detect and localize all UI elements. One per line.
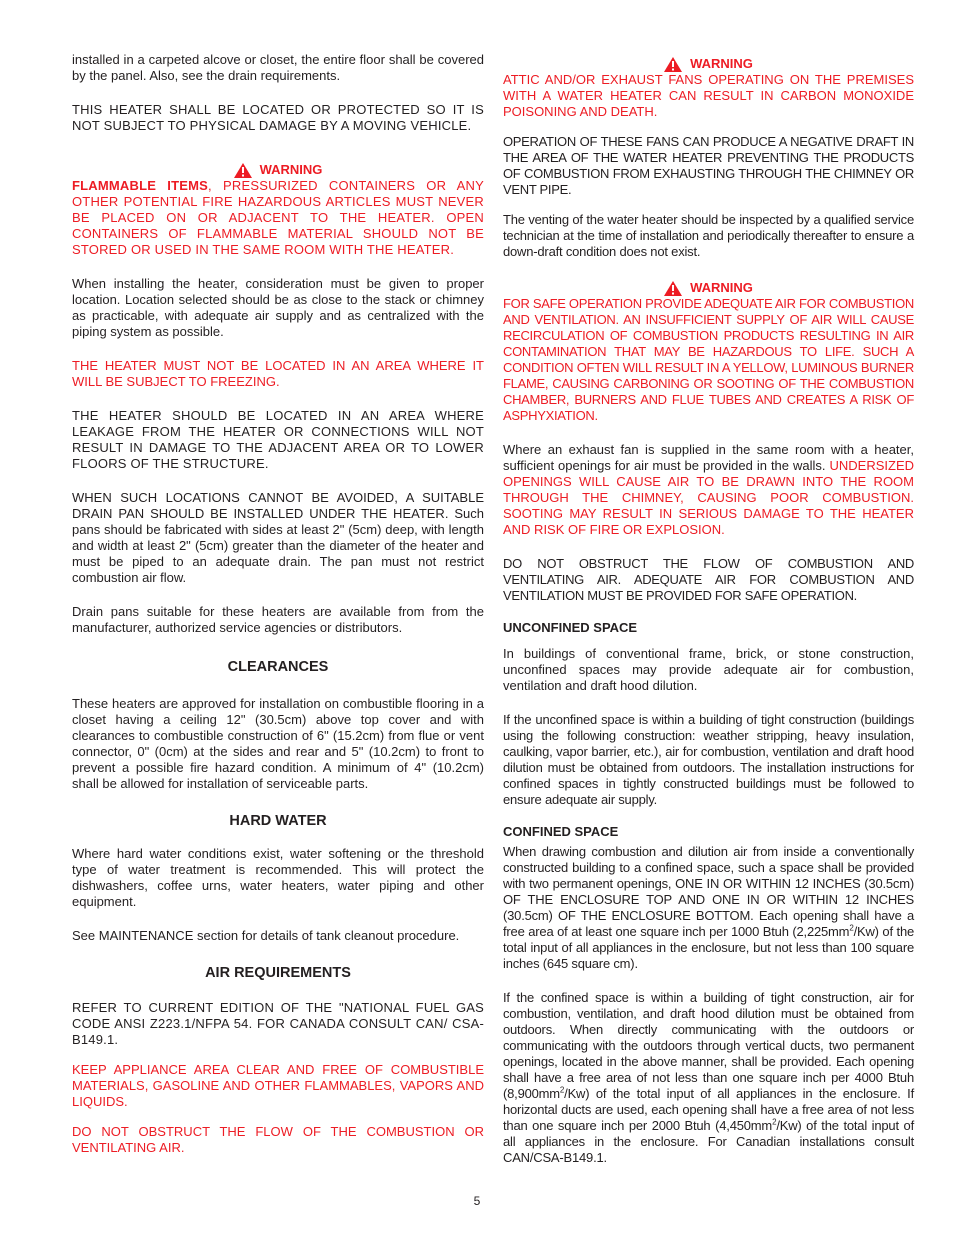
confined-2-text-c: /Kw) of the total input of all appliances in the enclosure. For Canadian installations consult CAN/CSA-B149.1. — [503, 1118, 914, 1165]
clearances-paragraph: These heaters are approved for installation on combustible flooring in a closet having a ceiling 12" (30.5cm) above top cover and with clearances to combustible construction of 6" (15.2cm) from flue or vent connector, 0" (0cm) at the sides and rear and 5" (10.2cm) to front to prevent a possible fire hazard condition. A minimum of 4" (10.2cm) shall be allowed for installation of serviceable parts. — [72, 696, 484, 791]
confined-2-text-b: /Kw) of the total input of all appliances in the enclosure. If horizontal ducts are used, each opening shall have a free area of not less than one square inch per 2000 Btuh (4,450mm — [503, 1086, 914, 1133]
warning-flammable-body: , PRESSURIZED CONTAINERS OR ANY OTHER POTENTIAL FIRE HAZARDOUS ARTICLES MUST NEVER BE PLACED ON OR ADJACENT TO THE HEATER. OPEN CONTAINERS OF FLAMMABLE MATERIAL SHOULD NOT BE STORED OR USED IN THE SAME ROOM WITH THE HEATER. — [72, 178, 485, 257]
superscript-2: 2 — [772, 1117, 777, 1127]
flammable-items-bold: FLAMMABLE ITEMS — [72, 178, 209, 193]
keep-clear-paragraph: KEEP APPLIANCE AREA CLEAR AND FREE OF COMBUSTIBLE MATERIALS, GASOLINE AND OTHER FLAMMABLES, VAPORS AND LIQUIDS. — [72, 1062, 484, 1109]
hard-water-paragraph: Where hard water conditions exist, water softening or the threshold type of water treatment is recommended. This will protect the dishwashers, coffee urns, water heaters, water piping and other equipment. — [72, 846, 484, 909]
drain-pan-caps: WHEN SUCH LOCATIONS CANNOT BE AVOIDED, A SUITABLE DRAIN PAN SHOULD BE INSTALLED UNDER THE HEATER. — [72, 490, 484, 521]
venting-paragraph: The venting of the water heater should be inspected by a qualified service technician at the time of installation and periodically thereafter to ensure a down-draft condition does not exist. — [503, 212, 914, 259]
freezing-paragraph: THE HEATER MUST NOT BE LOCATED IN AN AREA WHERE IT WILL BE SUBJECT TO FREEZING. — [72, 358, 484, 389]
left-column — [72, 52, 484, 1156]
fans-paragraph: OPERATION OF THESE FANS CAN PRODUCE A NEGATIVE DRAFT IN THE AREA OF THE WATER HEATER PREVENTING THE PRODUCTS OF COMBUSTION FROM EXHAUSTING THROUGH THE CHIMNEY OR VENT PIPE. — [503, 134, 914, 197]
exhaust-fan-text: Where an exhaust fan is supplied in the same room with a heater, sufficient openings for air must be provided in the walls. — [503, 442, 914, 473]
do-not-obstruct-paragraph: DO NOT OBSTRUCT THE FLOW OF THE COMBUSTION OR VENTILATING AIR. — [72, 1124, 484, 1155]
confined-space-heading: CONFINED SPACE — [503, 824, 619, 839]
drain-pans-available-paragraph: Drain pans suitable for these heaters are available from from the manufacturer, authorized service agencies or distributors. — [72, 604, 484, 635]
warning-label: WARNING — [690, 280, 753, 295]
warning-fans-heading — [503, 56, 914, 72]
unconfined-paragraph-2: If the unconfined space is within a building of tight construction (buildings using the following construction: weather stripping, heavy insulation, caulking, vapor barrier, etc.), air for combustion, ventilation and draft hood dilution must be obtained from outdoors. The installation instructions for confined spaces in tightly constructed buildings must be followed to ensure adequate air supply. — [503, 712, 914, 807]
maintenance-paragraph: See MAINTENANCE section for details of tank cleanout procedure. — [72, 928, 460, 943]
drain-pan-text: Such pans should be fabricated with sides at least 2" (5cm) deep, with length and width at least 2" (5cm) greater than the diameter of the heater and must be piped to an adequate drain. The pan must not restrict combustion air flow. — [72, 506, 484, 585]
warning-fans-text: ATTIC AND/OR EXHAUST FANS OPERATING ON THE PREMISES WITH A WATER HEATER CAN RESULT IN CARBON MONOXIDE POISONING AND DEATH. — [503, 72, 914, 119]
drain-pan-paragraph — [72, 490, 484, 586]
confined-2-text-a: If the confined space is within a building of tight construction, air for combustion, ventilation, and draft hood dilution must be obtained from outdoors. When directly communicating with the outdoors or communicating with the outdoors through vertical ducts, two permanent openings, located in the above manner, shall be provided. Each opening shall have a free area of not less than one square inch per 4000 Btuh (8,900mm — [503, 990, 914, 1101]
unconfined-paragraph-1: In buildings of conventional frame, brick, or stone construction, unconfined spaces may provide adequate air for combustion, ventilation and draft hood dilution. — [503, 646, 914, 693]
do-not-obstruct-right-paragraph: DO NOT OBSTRUCT THE FLOW OF COMBUSTION AND VENTILATING AIR. ADEQUATE AIR FOR COMBUSTION AND VENTILATION MUST BE PROVIDED FOR SAFE OPERATION. — [503, 556, 914, 603]
right-column — [503, 56, 914, 1166]
superscript-2: 2 — [559, 1085, 565, 1095]
superscript-2: 2 — [849, 923, 854, 933]
floor-paragraph: installed in a carpeted alcove or closet, the entire floor shall be covered by the panel. Also, see the drain requirements. — [72, 52, 484, 83]
clearances-heading: CLEARANCES — [227, 659, 329, 675]
warning-label: WARNING — [690, 56, 753, 71]
refer-code-paragraph: REFER TO CURRENT EDITION OF THE "NATIONAL FUEL GAS CODE ANSI Z223.1/NFPA 54. FOR CANADA CONSULT CAN/ CSA-B149.1. — [72, 1000, 484, 1047]
confined-1-text-b: /Kw) of the total input of all appliances in the enclosure, but not less than 100 square inches (645 square cm). — [503, 924, 914, 971]
unconfined-space-heading: UNCONFINED SPACE — [503, 620, 638, 635]
warning-triangle-icon — [664, 57, 682, 72]
exhaust-fan-paragraph — [503, 442, 914, 538]
warning-flammable-text — [72, 178, 484, 258]
exhaust-fan-warning: UNDERSIZED OPENINGS WILL CAUSE AIR TO BE DRAWN INTO THE ROOM THROUGH THE CHIMNEY, CAUSING POOR COMBUSTION. SOOTING MAY RESULT IN SERIOUS DAMAGE TO THE HEATER AND RISK OF FIRE OR EXPLOSION. — [503, 458, 915, 537]
air-requirements-heading: AIR REQUIREMENTS — [205, 965, 351, 981]
warning-triangle-icon — [234, 163, 252, 178]
warning-flammable-heading — [72, 162, 484, 178]
page-number: 5 — [473, 1194, 481, 1208]
leakage-paragraph: THE HEATER SHOULD BE LOCATED IN AN AREA WHERE LEAKAGE FROM THE HEATER OR CONNECTIONS WILL NOT RESULT IN DAMAGE TO THE ADJACENT AREA OR TO LOWER FLOORS OF THE STRUCTURE. — [72, 408, 484, 471]
warning-label: WARNING — [259, 162, 323, 177]
warning-air-heading — [503, 280, 914, 296]
vehicle-paragraph: THIS HEATER SHALL BE LOCATED OR PROTECTED SO IT IS NOT SUBJECT TO PHYSICAL DAMAGE BY A MOVING VEHICLE. — [72, 102, 484, 133]
confined-paragraph-2 — [503, 990, 914, 1166]
location-paragraph: When installing the heater, consideration must be given to proper location. Location selected should be as close to the stack or chimney as practicable, with adequate air supply and as centralized with the piping system as possible. — [72, 276, 484, 339]
warning-air-text: FOR SAFE OPERATION PROVIDE ADEQUATE AIR FOR COMBUSTION AND VENTILATION. AN INSUFFICIENT SUPPLY OF AIR WILL CAUSE RECIRCULATION OF COMBUSTION PRODUCTS RESULTING IN AIR CONTAMINATION THAT MAY BE HAZARDOUS TO LIFE. SUCH A CONDITION OFTEN WILL RESULT IN A YELLOW, LUMINOUS BURNER FLAME, CAUSING CARBONING OR SOOTING OF THE COMBUSTION CHAMBER, BURNERS AND FLUE TUBES AND CREATES A RISK OF ASPHYXIATION. — [503, 296, 914, 423]
confined-paragraph-1 — [503, 844, 914, 972]
confined-1-text-a: When drawing combustion and dilution air from inside a conventionally constructed building to a confined space, such a space shall be provided with two permanent openings, ONE IN OR WITHIN 12 INCHES (30.5cm) OF THE ENCLOSURE TOP AND ONE IN OR WITHIN 12 INCHES (30.5cm) OF THE ENCLOSURE BOTTOM. Each opening shall have a free area of at least one square inch per 1000 Btuh (2,225mm — [503, 844, 914, 939]
hard-water-heading: HARD WATER — [229, 813, 327, 829]
warning-triangle-icon — [664, 281, 682, 296]
